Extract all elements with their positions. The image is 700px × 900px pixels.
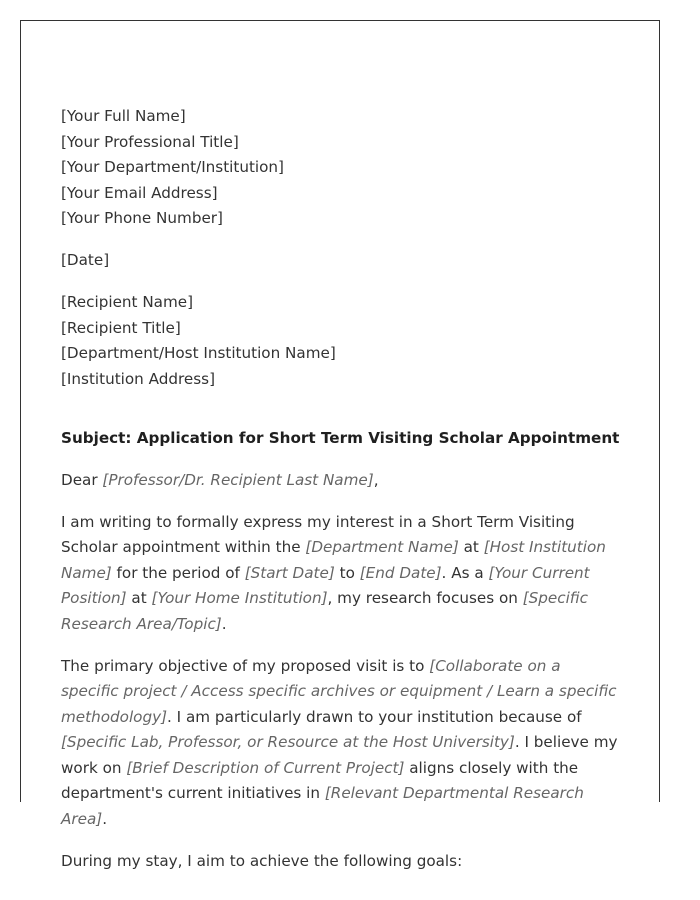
recipient-department: [Department/Host Institution Name] [61,344,336,362]
letter-date: [Date] [61,251,110,269]
p1-placeholder-position: [Your Current Position] [61,563,590,607]
subject-block [61,409,621,452]
sender-full-name: [Your Full Name] [61,107,186,125]
p2-placeholder-resource: [Specific Lab, Professor, or Resource at the Host University] [61,733,515,751]
p2-placeholder-research-area: [Relevant Departmental Research Area] [61,784,584,828]
p2-text-4: aligns closely with the department's current initiatives in [61,758,579,802]
p1-text-1: I am writing to formally express my interest in a Short Term Visiting Scholar appointment within the [61,512,575,556]
p1-placeholder-research-area: [Specific Research Area/Topic] [61,589,588,633]
p1-text-5: . As a [441,563,489,582]
sender-title: [Your Professional Title] [61,132,239,151]
p1-placeholder-department: [Department Name] [305,538,459,556]
salutation-suffix: , [373,470,379,489]
recipient-name: [Recipient Name] [61,293,194,311]
sender-email: [Your Email Address] [61,183,218,202]
p2-placeholder-objective: [Collaborate on a specific project / Access specific archives or equipment / Learn a specific methodology] [61,656,617,726]
recipient-address: [Institution Address] [61,369,216,388]
letter-content [61,104,621,891]
sender-phone: [Your Phone Number] [61,209,223,227]
p1-text-3: for the period of [111,563,245,582]
p1-text-4: to [334,563,360,582]
p1-placeholder-start-date: [Start Date] [244,563,335,582]
p1-text-2: at [458,538,484,556]
sender-department: [Your Department/Institution] [61,158,284,176]
p2-text-2: . I am particularly drawn to your institution because of [167,707,582,726]
p1-placeholder-home-institution: [Your Home Institution] [151,589,328,607]
recipient-title: [Recipient Title] [61,318,181,337]
p2-placeholder-project: [Brief Description of Current Project] [126,758,405,777]
p1-placeholder-end-date: [End Date] [359,563,442,582]
paragraph-1 [61,510,621,638]
date-block [61,248,621,274]
subject-line: Subject: Application for Short Term Visiting Scholar Appointment [61,428,620,447]
p2-text-5: . [102,809,108,828]
paragraph-3-partial: During my stay, I aim to achieve the following goals: [61,851,463,870]
sender-block [61,104,621,232]
salutation-prefix: Dear [61,470,103,489]
p2-text-1: The primary objective of my proposed visit is to [61,656,430,675]
paragraph-2 [61,654,621,833]
p1-text-7: , my research focuses on [327,589,523,607]
letter-page [20,20,660,870]
salutation [61,468,621,494]
recipient-block [61,290,621,392]
p2-text-3: . I believe my work on [61,733,618,777]
p1-text-8: . [221,614,227,633]
salutation-name: [Professor/Dr. Recipient Last Name] [102,470,374,489]
p1-text-6: at [126,589,152,607]
p1-placeholder-host-institution: [Host Institution Name] [61,538,606,582]
